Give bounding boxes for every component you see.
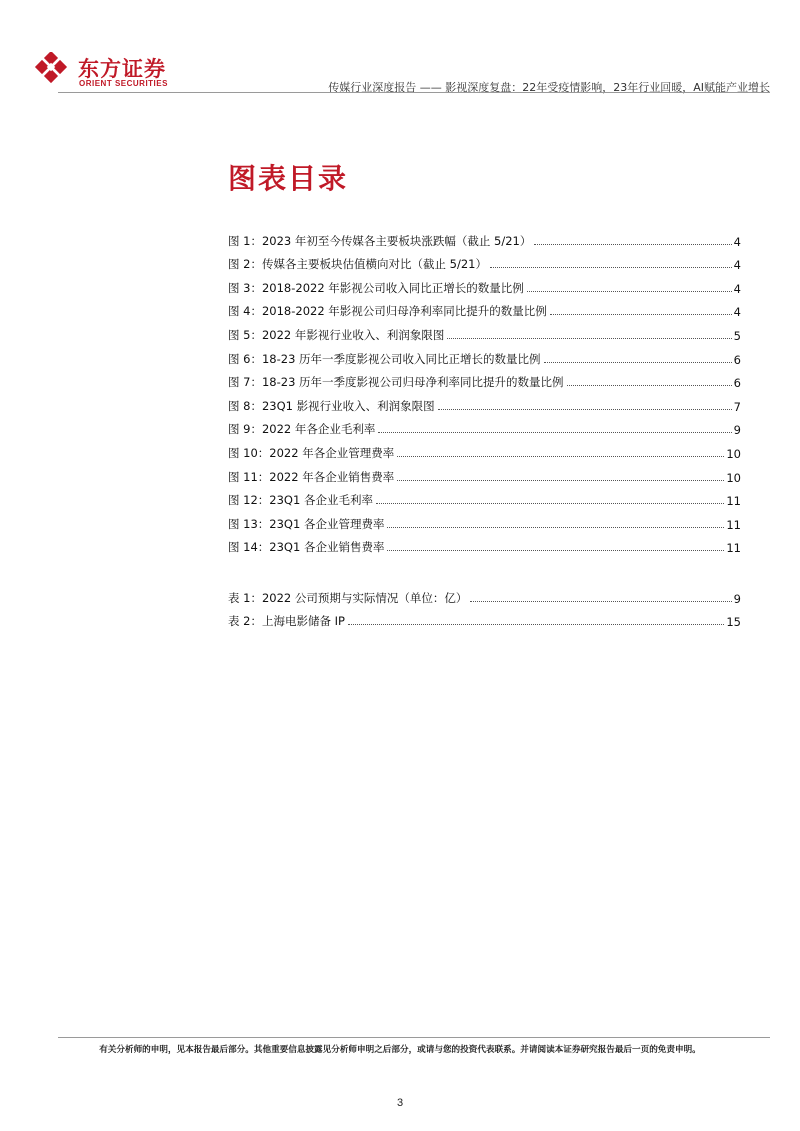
table-toc-entry[interactable] <box>228 606 741 630</box>
dot-leader <box>534 244 731 245</box>
toc-entry-label: 图 1：2023 年初至今传媒各主要板块涨跌幅（截止 5/21） <box>228 233 532 248</box>
figure-toc-entry[interactable] <box>228 343 741 367</box>
toc-entry-label: 图 6：18-23 历年一季度影视公司收入同比正增长的数量比例 <box>228 351 541 366</box>
figure-toc-entry[interactable] <box>228 390 741 414</box>
toc-entry-page: 5 <box>733 328 741 343</box>
dot-leader <box>387 527 724 528</box>
toc-entry-label: 图 2：传媒各主要板块估值横向对比（截止 5/21） <box>228 257 487 272</box>
figure-toc-entry[interactable] <box>228 532 741 556</box>
toc-entry-label: 图 5：2022 年影视行业收入、利润象限图 <box>228 327 445 342</box>
footer-divider <box>58 1037 770 1038</box>
figure-toc-entry[interactable] <box>228 461 741 485</box>
dot-leader <box>438 409 732 410</box>
toc-entry-page: 9 <box>733 423 741 438</box>
figure-toc-entry[interactable] <box>228 414 741 438</box>
dot-leader <box>348 624 724 625</box>
dot-leader <box>387 550 724 551</box>
figure-toc-entry[interactable] <box>228 485 741 509</box>
dot-leader <box>550 314 732 315</box>
toc-entry-label: 图 7：18-23 历年一季度影视公司归母净利率同比提升的数量比例 <box>228 375 564 390</box>
toc-entry-page: 4 <box>733 234 741 249</box>
toc-entry-label: 表 2：上海电影储备 IP <box>228 614 345 629</box>
toc-entry-page: 9 <box>733 591 741 606</box>
toc-entry-page: 11 <box>726 541 741 556</box>
toc-entry-page: 4 <box>733 281 741 296</box>
toc-entry-label: 图 4：2018-2022 年影视公司归母净利率同比提升的数量比例 <box>228 304 547 319</box>
toc-entry-label: 图 10：2022 年各企业管理费率 <box>228 445 395 460</box>
figure-toc-entry[interactable] <box>228 367 741 391</box>
toc-entry-label: 图 8：23Q1 影视行业收入、利润象限图 <box>228 398 435 413</box>
figure-toc-entry[interactable] <box>228 296 741 320</box>
dot-leader <box>544 362 732 363</box>
toc-entry-label: 图 9：2022 年各企业毛利率 <box>228 422 376 437</box>
toc-entry-page: 11 <box>726 517 741 532</box>
header-divider <box>58 92 770 93</box>
toc-entry-page: 15 <box>726 615 741 630</box>
dot-leader <box>447 338 731 339</box>
figure-toc-entry[interactable] <box>228 272 741 296</box>
dot-leader <box>397 456 724 457</box>
page-number: 3 <box>396 1097 404 1109</box>
toc-entry-page: 6 <box>733 352 741 367</box>
orient-securities-logo-icon <box>34 52 68 88</box>
toc-entry-page: 6 <box>733 376 741 391</box>
toc-entry-label: 图 14：23Q1 各企业销售费率 <box>228 540 385 555</box>
toc-entry-page: 4 <box>733 258 741 273</box>
dot-leader <box>527 291 732 292</box>
toc-entry-page: 11 <box>726 494 741 509</box>
toc-entry-label: 图 3：2018-2022 年影视公司收入同比正增长的数量比例 <box>228 280 524 295</box>
toc-entry-label: 图 12：23Q1 各企业毛利率 <box>228 493 373 508</box>
toc-entry-label: 表 1：2022 公司预期与实际情况（单位：亿） <box>228 590 468 605</box>
figure-list <box>228 225 741 555</box>
dot-leader <box>567 385 732 386</box>
figure-toc-entry[interactable] <box>228 249 741 273</box>
toc-entry-label: 图 13：23Q1 各企业管理费率 <box>228 516 385 531</box>
toc-entry-page: 10 <box>726 446 741 461</box>
toc-entry-page: 10 <box>726 470 741 485</box>
dot-leader <box>397 480 724 481</box>
page-header <box>30 52 770 92</box>
dot-leader <box>376 503 724 504</box>
dot-leader <box>490 267 732 268</box>
figure-toc-entry[interactable] <box>228 437 741 461</box>
dot-leader <box>470 601 731 602</box>
toc-entry-label: 图 11：2022 年各企业销售费率 <box>228 469 395 484</box>
figure-toc-entry[interactable] <box>228 319 741 343</box>
page-title: 图表目录 <box>228 162 349 195</box>
toc-entry-page: 7 <box>733 399 741 414</box>
figure-toc-entry[interactable] <box>228 225 741 249</box>
dot-leader <box>378 432 731 433</box>
disclaimer-text: 有关分析师的申明，见本报告最后部分。其他重要信息披露见分析师申明之后部分，或请与您的投资代表联系。并请阅读本证券研究报告最后一页的免责申明。 <box>99 1045 701 1055</box>
table-toc-entry[interactable] <box>228 582 741 606</box>
table-list <box>228 582 741 629</box>
logo-chinese-name: 东方证券 <box>78 57 166 81</box>
figure-toc-entry[interactable] <box>228 508 741 532</box>
logo-english-name: ORIENT SECURITIES <box>79 79 168 88</box>
toc-entry-page: 4 <box>733 305 741 320</box>
report-title: 传媒行业深度报告 —— 影视深度复盘：22年受疫情影响，23年行业回暖，AI赋能产业增长 <box>328 81 770 94</box>
